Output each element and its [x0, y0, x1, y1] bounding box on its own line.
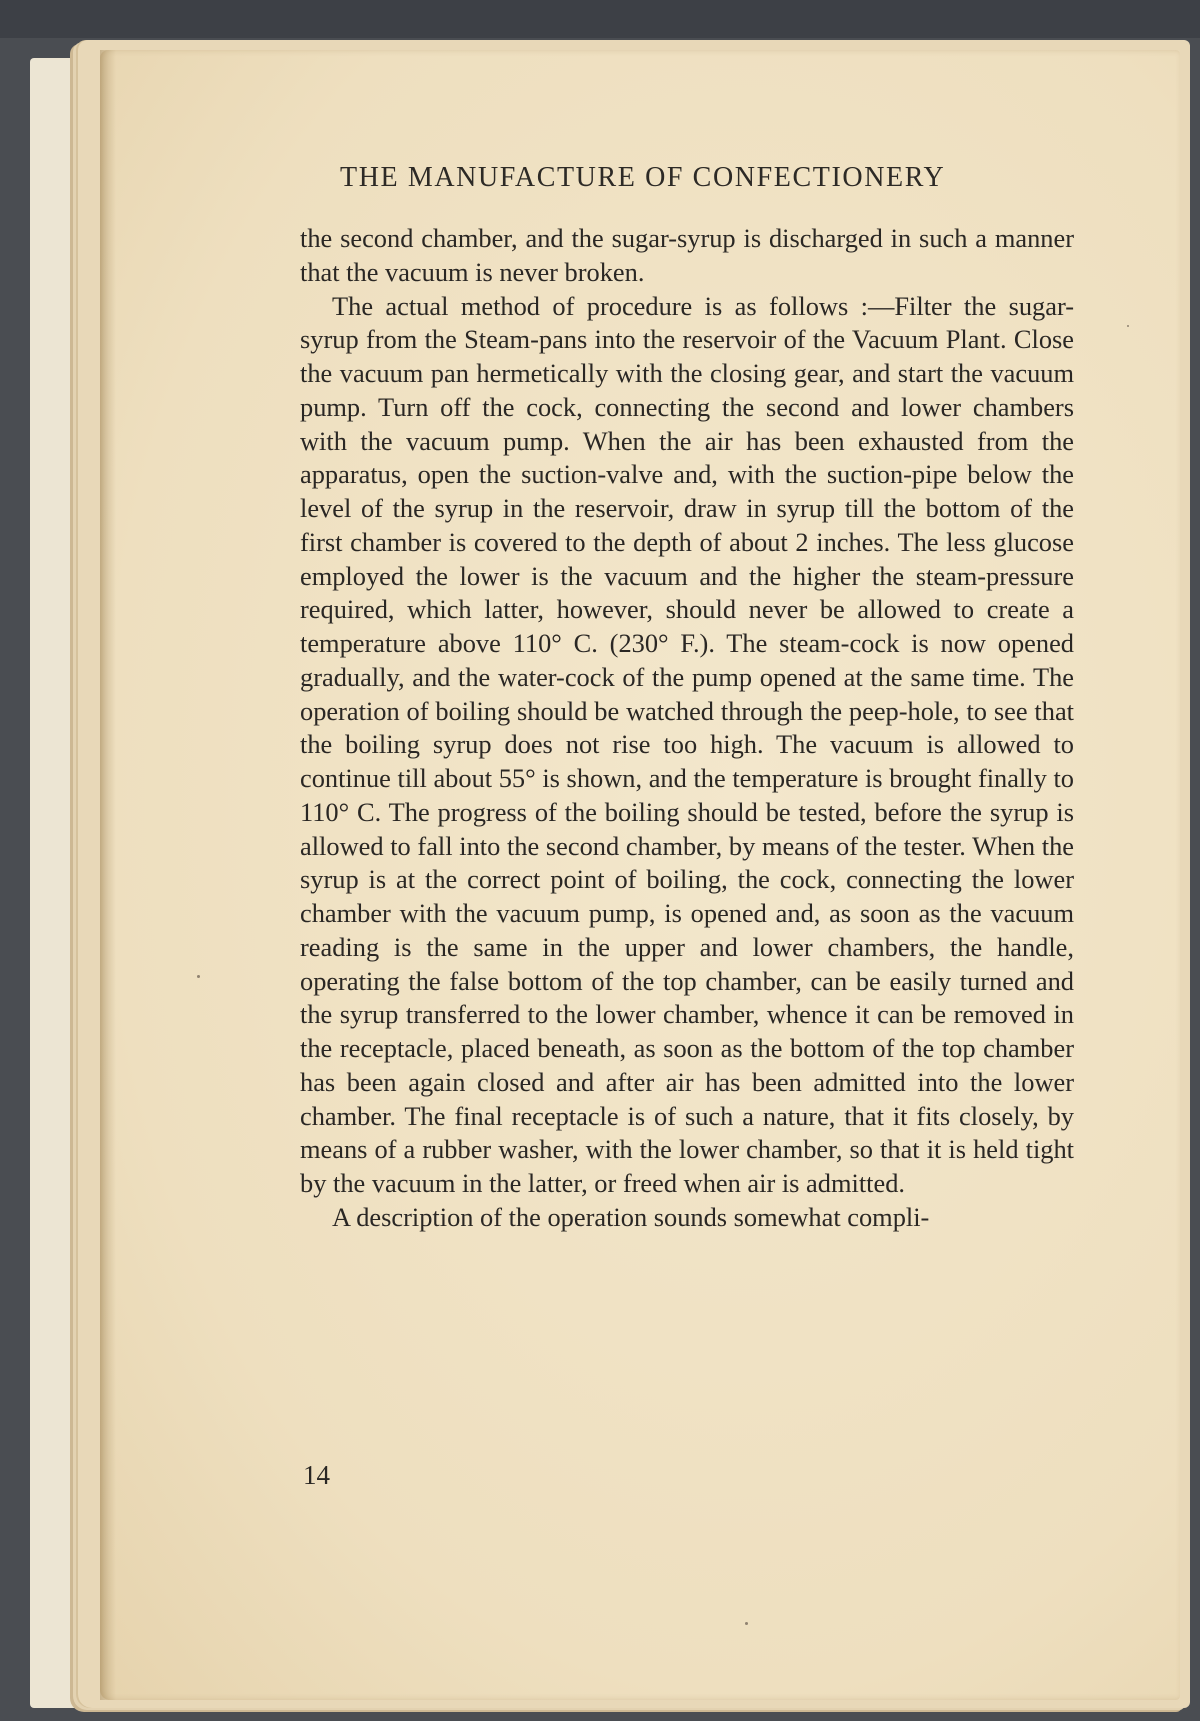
paper-speck	[197, 975, 200, 978]
body-text	[300, 222, 1074, 1235]
paragraph-description: A description of the operation sounds somewhat compli-	[332, 1201, 930, 1232]
page-number: 14	[303, 1460, 330, 1490]
paper-speck	[1127, 325, 1129, 327]
paper-speck	[745, 1622, 748, 1625]
paragraph-procedure: The actual method of procedure is as follows :—Filter the sugar-syrup from the Steam-pans into the reservoir of the Vacuum Plant. Close the vacuum pan hermetically with the closing gear, and start the vacuum pump. Turn off the cock, connecting the second and lower chambers with the vacuum pump. When the air has been exhausted from the apparatus, open the suction-valve and, with the suction-pipe below the level of the syrup in the reservoir, draw in syrup till the bottom of the first chamber is covered to the depth of about 2 inches. The less glucose employed the lower is the vacuum and the higher the steam-pressure required, which latter, however, should never be allowed to create a temperature above 110° C. (230° F.). The steam-cock is now opened gradually, and the water-cock of the pump opened at the same time. The operation of boiling should be watched through the peep-hole, to see that the boiling syrup does not rise too high. The vacuum is allowed to continue till about 55° is shown, and the temperature is brought finally to 110° C. The progress of the boiling should be tested, before the syrup is allowed to fall into the second chamber, by means of the tester. When the syrup is at the correct point of boiling, the cock, connecting the lower chamber with the vacuum pump, is opened and, as soon as the vacuum reading is the same in the upper and lower chambers, the handle, operating the false bottom of the top chamber, can be easily turned and the syrup transferred to the lower chamber, whence it can be removed in the receptacle, placed beneath, as soon as the bottom of the top chamber has been again closed and after air has been admitted into the lower chamber. The final receptacle is of such a nature, that it fits closely, by means of a rubber washer, with the lower chamber, so that it is held tight by the vacuum in the latter, or freed when air is admitted.	[300, 290, 1074, 1198]
running-head: THE MANUFACTURE OF CONFECTIONERY	[340, 162, 946, 193]
page-gutter-shadow	[100, 50, 116, 1700]
paragraph-continued: the second chamber, and the sugar-syrup is discharged in such a manner that the vacuum is never broken.	[300, 223, 1074, 287]
